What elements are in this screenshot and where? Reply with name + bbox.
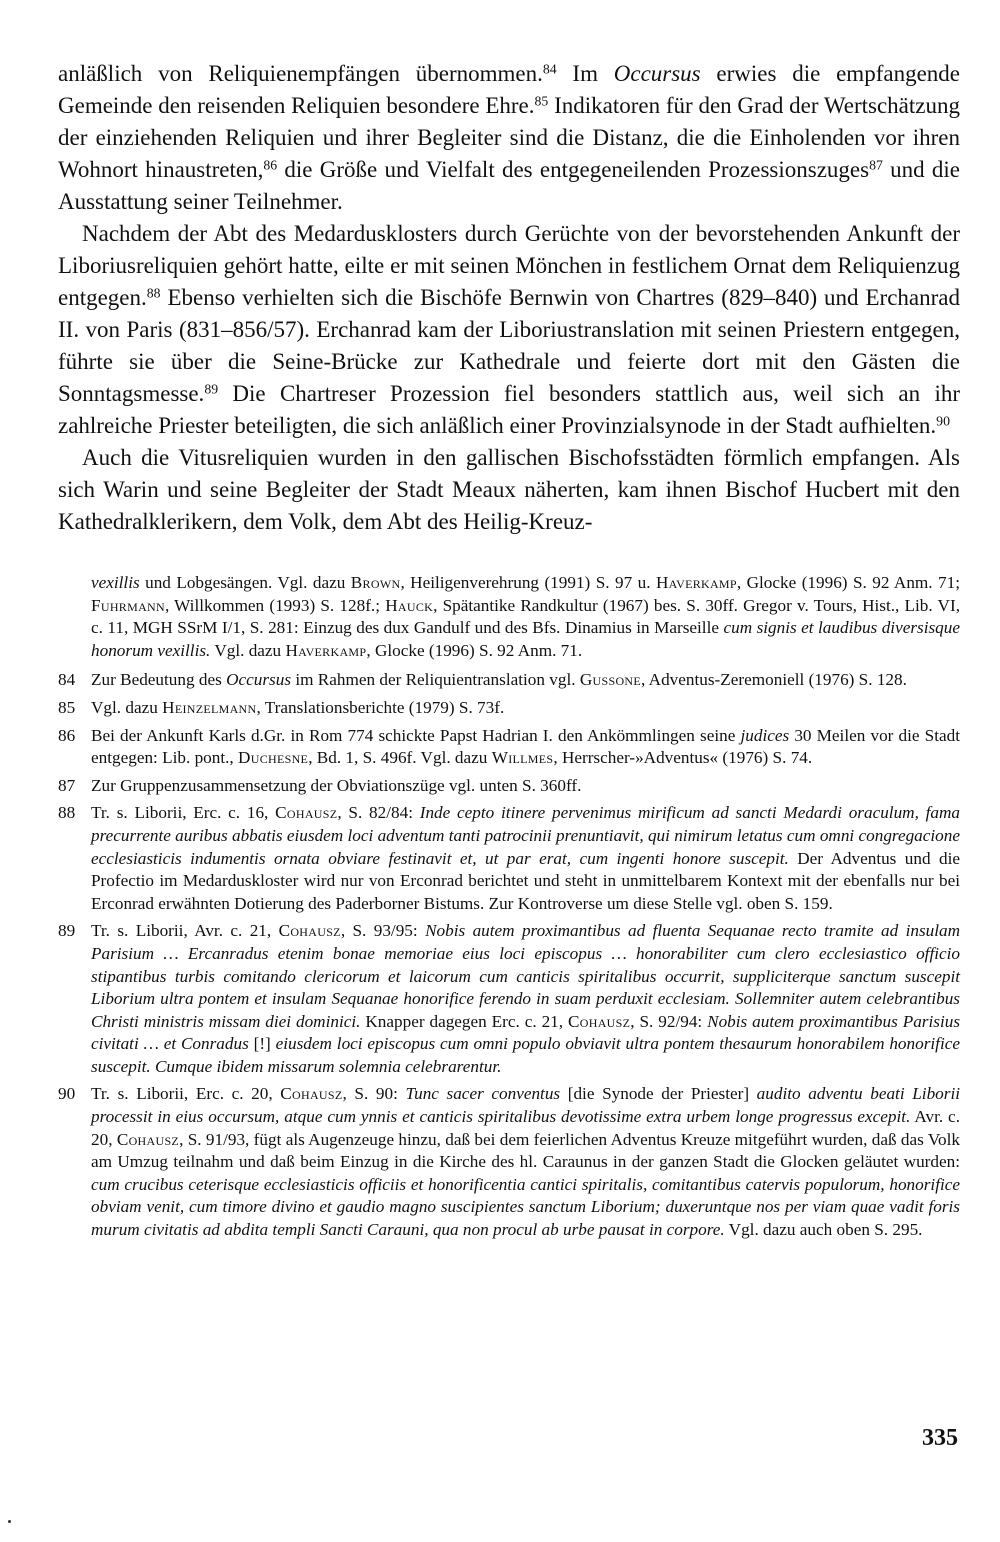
footnote-86 <box>58 725 960 770</box>
footnotes <box>58 572 960 1247</box>
footnote-90 <box>58 1083 960 1241</box>
footnote-87 <box>58 775 960 798</box>
footnote-number: 85 <box>58 697 76 717</box>
footnote-89 <box>58 920 960 1078</box>
footnote-ref-89[interactable]: 89 <box>204 381 219 397</box>
footnote-ref-87[interactable]: 87 <box>869 157 883 173</box>
scan-speck <box>8 1520 11 1523</box>
footnote-ref-90[interactable]: 90 <box>936 413 950 429</box>
footnote-ref-85[interactable]: 85 <box>534 93 549 109</box>
footnote-text: Zur Bedeutung des Occursus im Rahmen der Reliquientranslation vgl. Gussone, Adventus-Zeremoniell (1976) S. 128. <box>91 670 907 690</box>
footnote-number: 88 <box>58 803 76 823</box>
paragraph-1: anläßlich von Reliquienempfängen übernommen.$^{84}$ Im Occursus erwies die empfangende Gemeinde den reisenden Reliquien besondere Ehre.$^{85}$ Indikatoren für den Grad der Wertschätzung der einziehenden Reliquien und ihrer Begleiter sind die Distanz, die die Einholenden vor ihren Wohnort hinaustreten,$^{86}$ die Größe und Vielfalt des entgegeneilenden Prozessionszuges$^{87}$ und die Ausstattung seiner Teilnehmer. <box>58 61 960 214</box>
footnote-number: 84 <box>58 670 76 690</box>
footnote-text: Tr. s. Liborii, Avr. c. 21, Cohausz, S. 93/95: Nobis autem proximantibus ad fluenta Sequanae recto tramite ad insulam Parisium … Ercanradus etenim bonae memoriae eius loci episcopus … honorabiliter cum clero ecclesiastico officio stipantibus turbis comitando clericorum et laicorum cum canticis spiritalibus occurrit, suppliciterque sanctum suscepit Liborium ultra pontem et insulam Sequanae honorifice ferendo in suam perduxit ecclesiam. Sollemniter autem celebrantibus Christi ministris missam diei dominici. Knapper dagegen Erc. c. 21, Cohausz, S. 92/94: Nobis autem proximantibus Parisius civitati … et Conradus [!] eiusdem loci episcopus cum omni populo obviavit ultra pontem thesaurum honorabilem honorifice suscepit. Cumque ibidem missarum solemnia celebrarentur. <box>91 921 961 1076</box>
footnote-text: Zur Gruppenzusammensetzung der Obviationszüge vgl. unten S. 360ff. <box>91 775 582 795</box>
page-number: 335 <box>922 1425 958 1451</box>
footnote-text: Vgl. dazu Heinzelmann, Translationsberichte (1979) S. 73f. <box>91 697 505 717</box>
footnote-text: Tr. s. Liborii, Erc. c. 16, Cohausz, S. 82/84: Inde cepto itinere pervenimus mirificum ad sancti Medardi oraculum, fama precurrente auribus abbatis eiusdem loci adventum tanti patrocinii prenuntiavit, qui nimirum letatus cum omni congregacione ecclesiasticis indumentis ornata obviare festinavit et, ut par erat, cum ingenti honore suscepit. Der Adventus und die Profectio im Medarduskloster wird nur von Erconrad berichtet und steht in unmittelbarem Kontext mit der ebenfalls nur bei Erconrad erwähnten Dotierung des Paderborner Bistums. Zur Kontroverse um diese Stelle vgl. oben S. 159. <box>91 803 961 913</box>
footnote-continuation: vexillis und Lobgesängen. Vgl. dazu Brown, Heiligenverehrung (1991) S. 97 u. Haverkamp, Glocke (1996) S. 92 Anm. 71; Fuhrmann, Willkommen (1993) S. 128f.; Hauck, Spätantike Randkultur (1967) bes. S. 30ff. Gregor v. Tours, Hist., Lib. VI, c. 11, MGH SSrM I/1, S. 281: Einzug des dux Gandulf und des Bfs. Dinamius in Marseille cum signis et laudibus diversisque honorum vexillis. Vgl. dazu Haverkamp, Glocke (1996) S. 92 Anm. 71. <box>91 573 960 660</box>
footnote-84 <box>58 669 960 692</box>
footnote-ref-84[interactable]: 84 <box>542 61 557 77</box>
footnote-text: Bei der Ankunft Karls d.Gr. in Rom 774 schickte Papst Hadrian I. den Ankömmlingen seine judices 30 Meilen vor die Stadt entgegen: Lib. pont., Duchesne, Bd. 1, S. 496f. Vgl. dazu Willmes, Herrscher-»Adventus« (1976) S. 74. <box>91 725 960 768</box>
footnote-text: Tr. s. Liborii, Erc. c. 20, Cohausz, S. 90: Tunc sacer conventus [die Synode der Priester] audito adventu beati Liborii processit in eius occursum, atque cum ynnis et canticis spiritalibus devotissime extra urbem longe progressus excepit. Avr. c. 20, Cohausz, S. 91/93, fügt als Augenzeuge hinzu, daß bei dem feierlichen Adventus Kreuze mitgeführt wurden, daß das Volk am Umzug teilnahm und daß beim Einzug in die Kirche des hl. Caraunus in der ganzen Stadt die Glocken geläutet wurden: cum crucibus ceterisque ecclesiasticis officiis et honorificentia cantici spiritalis, comitantibus catervis populorum, honorifice obviam venit, cum timore divino et gaudio magno suscipientes sanctum Liborium; duxeruntque nos per viam quae vadit foris murum civitatis ad abdita templi Sancti Carauni, qua non procul ab urbe pausat in corpore. Vgl. dazu auch oben S. 295. <box>91 1084 961 1240</box>
paragraph-2: Nachdem der Abt des Medardusklosters durch Gerüchte von der bevorstehenden Ankunft der Liboriusreliquien gehört hatte, eilte er mit seinen Mönchen in festlichem Ornat dem Reliquienzug entgegen.$^{88}$ Ebenso verhielten sich die Bischöfe Bernwin von Chartres (829–840) und Erchanrad II. von Paris (831–856/57). Erchanrad kam der Liboriustranslation mit seinen Priestern entgegen, führte sie über die Seine-Brücke zur Kathedrale und feierte dort mit den Gästen die Sonntagsmesse.$^{89}$ Die Chartreser Prozession fiel besonders stattlich aus, weil sich an ihr zahlreiche Priester beteiligten, die sich anläßlich einer Provinzialsynode in der Stadt aufhielten.$^{90}$ <box>58 221 960 438</box>
footnote-number: 86 <box>58 725 76 745</box>
footnote-number: 87 <box>58 775 76 795</box>
footnote-ref-88[interactable]: 88 <box>146 285 161 301</box>
main-text <box>58 58 960 538</box>
footnote-88 <box>58 802 960 915</box>
footnote-ref-86[interactable]: 86 <box>263 157 278 173</box>
footnote-85 <box>58 697 960 720</box>
paragraph-3: Auch die Vitusreliquien wurden in den gallischen Bischofsstädten förmlich empfangen. Als sich Warin und seine Begleiter der Stadt Meaux näherten, kam ihnen Bischof Hucbert mit den Kathedralklerikern, dem Volk, dem Abt des Heilig-Kreuz- <box>58 445 960 534</box>
footnote-number: 90 <box>58 1084 76 1104</box>
footnote-number: 89 <box>58 921 76 941</box>
